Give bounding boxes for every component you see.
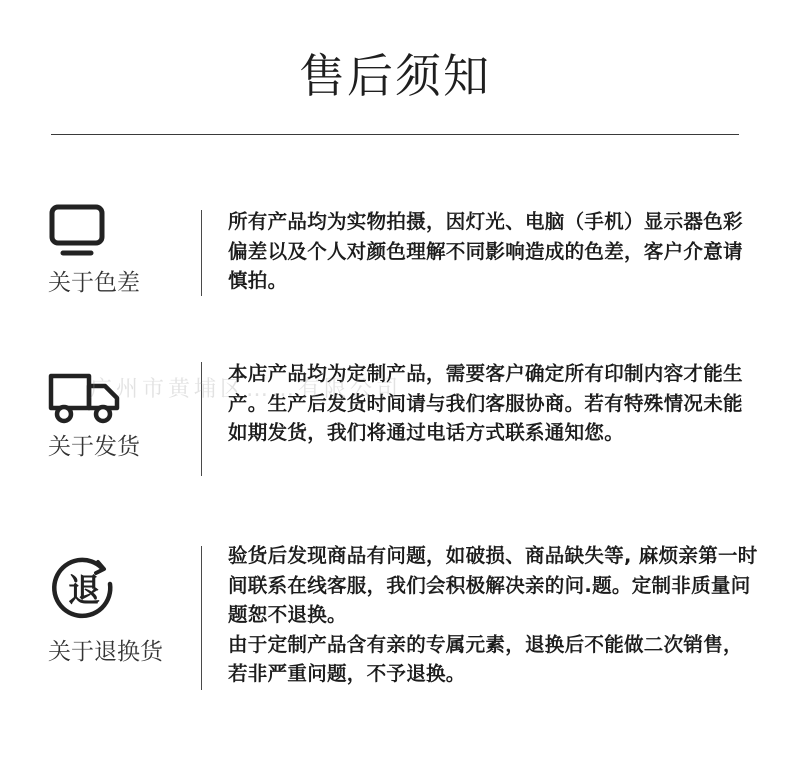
section-text-returns xyxy=(228,541,758,689)
section-divider xyxy=(201,362,202,476)
monitor-icon xyxy=(49,204,113,268)
section-label-color: 关于色差 xyxy=(48,270,140,296)
section-divider xyxy=(201,546,202,690)
section-text-color: 所有产品均为实物拍摄，因灯光、电脑（手机）显示器色彩偏差以及个人对颜色理解不同影响造成的色差，客户介意请慎拍。 xyxy=(228,210,743,292)
page-title: 售后须知 xyxy=(299,49,491,103)
truck-icon xyxy=(47,370,123,434)
return-icon-glyph: 退 xyxy=(67,571,101,609)
watermark: 广州市黄埔区……有限公司 xyxy=(90,377,403,402)
title-divider xyxy=(51,134,739,135)
returns-paragraph: 验货后发现商品有问题，如破损、商品缺失等, 麻烦亲第一时间联系在线客服，我们会积极解决亲的问.题。定制非质量问题恕不退换。 xyxy=(228,544,758,626)
section-label-shipping: 关于发货 xyxy=(48,434,140,460)
section-label-returns: 关于退换货 xyxy=(48,639,163,665)
returns-paragraph: 由于定制产品含有亲的专属元素，退换后不能做二次销售，若非严重问题，不予退换。 xyxy=(228,632,743,685)
return-icon xyxy=(50,556,118,624)
section-text-shipping: 本店产品均为定制产品，需要客户确定所有印制内容才能生产。生产后发货时间请与我们客服协商。若有特殊情况未能如期发货，我们将通过电话方式联系通知您。 xyxy=(228,362,743,444)
section-divider xyxy=(201,210,202,296)
